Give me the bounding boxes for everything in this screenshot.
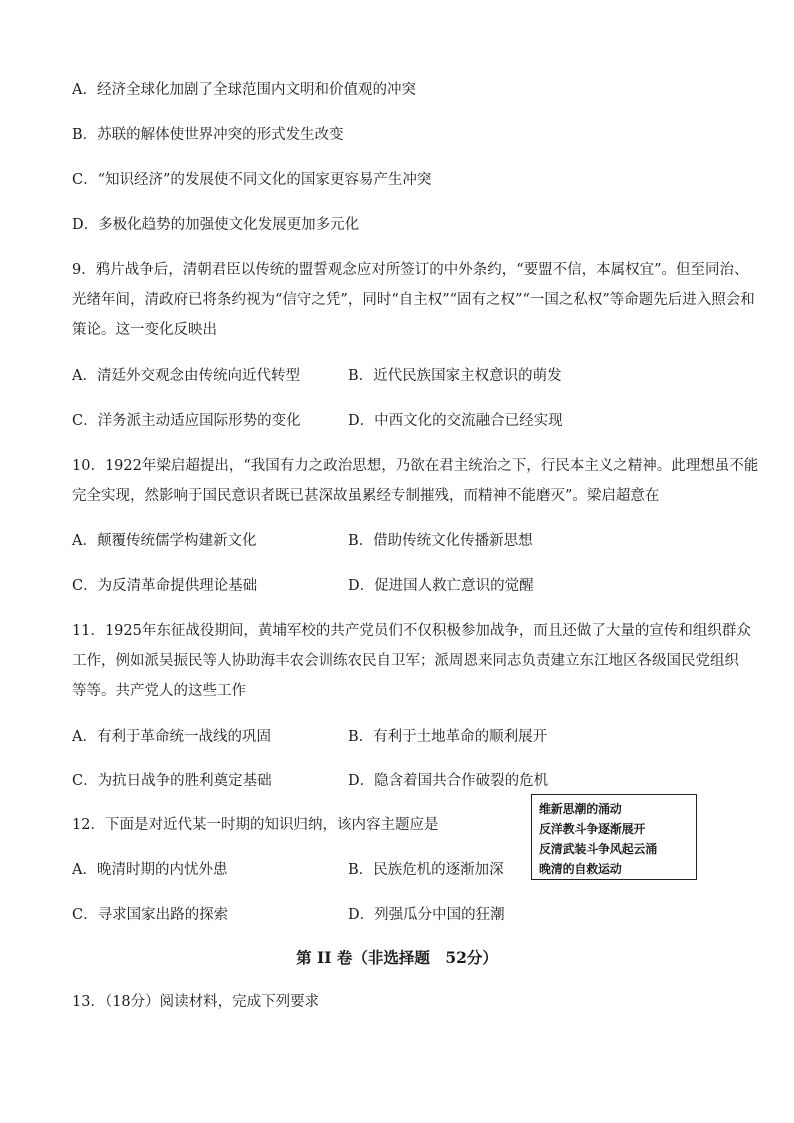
q9-stem-line-3: 策论。这一变化反映出: [72, 322, 217, 338]
q9-stem-line-2: 光绪年间，清政府已将条约视为“信守之凭”，同时“自主权”“固有之权”“一国之私权”等命题先后进入照会和: [72, 292, 755, 308]
q11-option-b: B．有利于土地革命的顺利展开: [348, 729, 548, 745]
q11-stem-line-2: 工作，例如派吴振民等人协助海丰农会训练农民自卫军；派周恩来同志负责建立东江地区各级国民党组织: [72, 653, 739, 669]
q10-option-d: D．促进国人救亡意识的觉醒: [348, 578, 534, 594]
q9-option-b: B．近代民族国家主权意识的萌发: [348, 368, 562, 384]
q11-stem-line-3: 等等。共产党人的这些工作: [72, 683, 246, 699]
q11-option-d: D．隐含着国共合作破裂的危机: [348, 773, 549, 789]
section-heading: 第 II 卷（非选择题 52分）: [296, 948, 498, 967]
q11-option-a: A．有利于革命统一战线的巩固: [72, 729, 271, 745]
q12-option-d: D．列强瓜分中国的狂潮: [348, 907, 505, 923]
q8-option-a: A．经济全球化加剧了全球范围内文明和价值观的冲突: [72, 82, 416, 98]
q8-option-d: D．多极化趋势的加强使文化发展更加多元化: [72, 217, 360, 233]
q9-option-c: C．洋务派主动适应国际形势的变化: [72, 413, 301, 429]
q10-option-b: B．借助传统文化传播新思想: [348, 533, 533, 549]
q8-option-b: B．苏联的解体使世界冲突的形式发生改变: [72, 127, 344, 143]
q11-stem-line-1: 11．1925年东征战役期间，黄埔军校的共产党员们不仅积极参加战争，而且还做了大量的宣传和组织群众: [72, 623, 751, 639]
q11-option-c: C．为抗日战争的胜利奠定基础: [72, 773, 272, 789]
q9-stem-line-1: 9．鸦片战争后，清朝君臣以传统的盟誓观念应对所签订的中外条约，“要盟不信，本属权宜”。但至同治、: [72, 262, 749, 278]
q12-stem: 12．下面是对近代某一时期的知识归纳，该内容主题应是: [72, 817, 439, 833]
q12-option-b: B．民族危机的逐渐加深: [348, 862, 504, 878]
q12-knowledge-box: [531, 794, 697, 880]
q12-box-line-3: 反清武装斗争风起云涌: [539, 842, 658, 856]
q12-box-line-4: 晚清的自救运动: [539, 862, 622, 876]
q9-option-a: A．清廷外交观念由传统向近代转型: [72, 368, 300, 384]
q10-option-a: A．颠覆传统儒学构建新文化: [72, 533, 257, 549]
q10-stem-line-2: 完全实现，然影响于国民意识者既已甚深故虽累经专制摧残，而精神不能磨灭”。梁启超意在: [72, 488, 660, 504]
q10-option-c: C．为反清革命提供理论基础: [72, 578, 258, 594]
q13-stem: 13．（18分）阅读材料，完成下列要求: [72, 994, 320, 1010]
q10-stem-line-1: 10．1922年梁启超提出，“我国有力之政治思想，乃欲在君主统治之下，行民本主义之精神。此理想虽不能: [72, 458, 759, 474]
q12-option-a: A．晚清时期的内忧外患: [72, 862, 228, 878]
q12-option-c: C．寻求国家出路的探索: [72, 907, 229, 923]
q9-option-d: D．中西文化的交流融合已经实现: [348, 413, 563, 429]
q8-option-c: C．“知识经济”的发展使不同文化的国家更容易产生冲突: [72, 172, 432, 188]
q12-box-line-2: 反洋教斗争逐渐展开: [539, 822, 646, 836]
q12-box-line-1: 维新思潮的涌动: [539, 802, 622, 816]
